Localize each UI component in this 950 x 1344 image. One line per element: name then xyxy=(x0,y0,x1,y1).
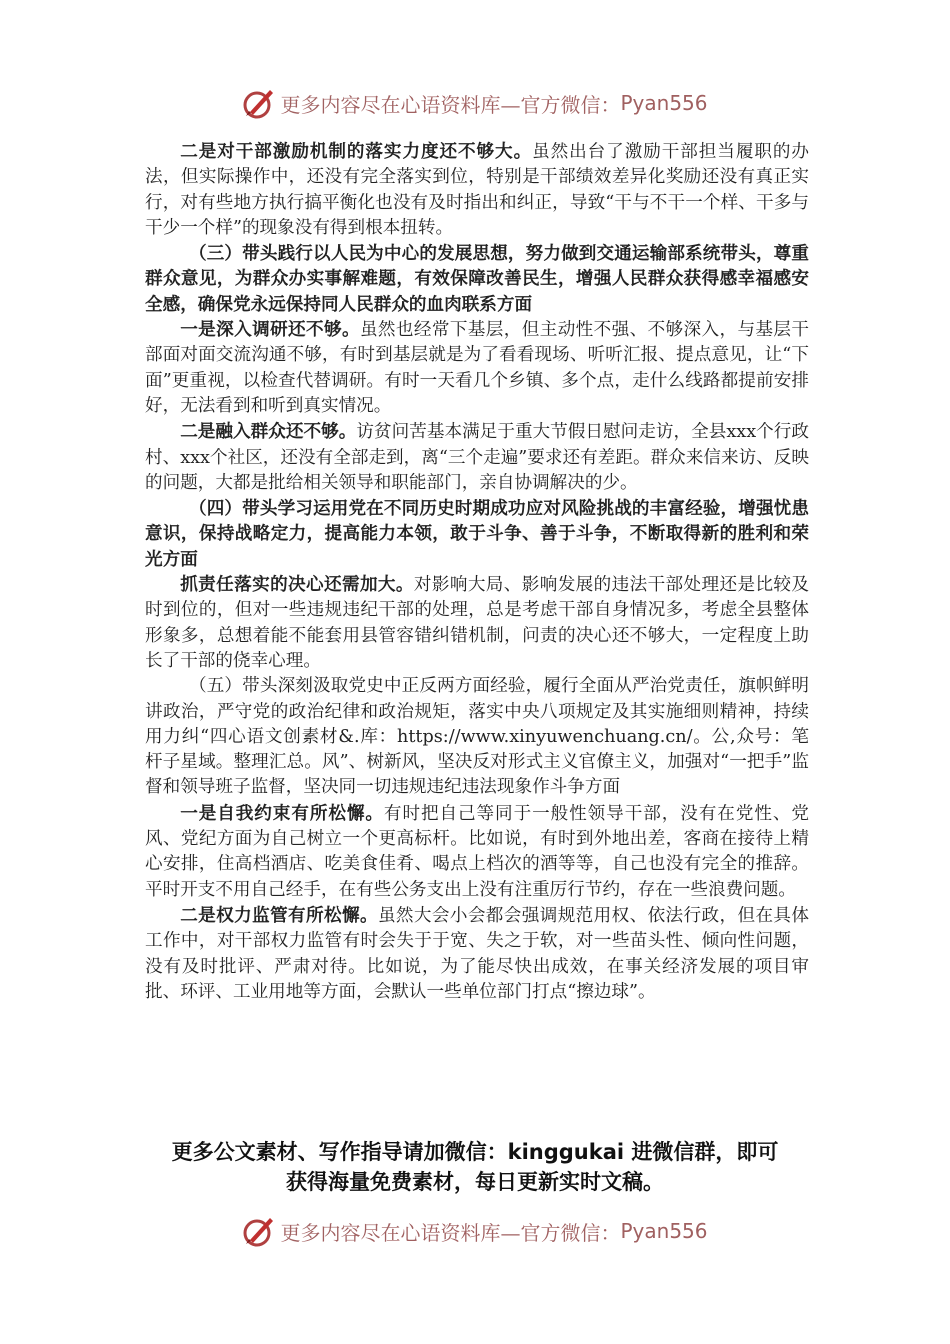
paragraph: 二是融入群众还不够。访贫问苦基本满足于重大节假日慰问走访，全县xxx个行政村、xxx个社区，还没有全部走到，离“三个走遍”要求还有差距。群众来信来访、反映的问题，大都是批给相关领导和职能部门，亲自协调解决的少。 xyxy=(145,421,809,493)
promo-line: 更多公文素材、写作指导请加微信：kinggukai 进微信群，即可 xyxy=(171,1140,779,1164)
paragraph: 一是深入调研还不够。虽然也经常下基层，但主动性不强、不够深入，与基层干部面对面交流沟通不够，有时到基层就是为了看看现场、听听汇报、提点意见，让“下面”更重视，以检查代替调研。有时一天看几个乡镇、多个点，走什么线路都提前安排好，无法看到和听到真实情况。 xyxy=(145,319,809,416)
paragraph: 一是自我约束有所松懈。有时把自己等同于一般性领导干部，没有在党性、党风、党纪方面为自己树立一个更高标杆。比如说，有时到外地出差，客商在接待上精心安排，住高档酒店、吃美食佳肴、喝点上档次的酒等等，自己也没有完全的推辞。平时开支不用自己经手，在有些公务支出上没有注重厉行节约，存在一些浪费问题。 xyxy=(145,802,809,900)
paragraph: 二是权力监管有所松懈。虽然大会小会都会强调规范用权、依法行政，但在具体工作中，对干部权力监管有时会失于于宽、失之于软，对一些苗头性、倾向性问题，没有及时批评、严肃对待。比如说，为了能尽快出成效，在事关经济发展的项目审批、环评、工业用地等方面，会默认一些单位部门打点“擦边球”。 xyxy=(145,904,809,1002)
promo-line: 获得海量免费素材，每日更新实时文稿。 xyxy=(286,1170,664,1194)
pen-logo-icon xyxy=(242,86,276,120)
paragraph: 抓责任落实的决心还需加大。对影响大局、影响发展的违法干部处理还是比较及时到位的，但对一些违规违纪干部的处理，总是考虑干部自身情况多，考虑全县整体形象多，总想着能不能套用县管容错纠错机制，问责的决心还不够大，一定程度上助长了干部的侥幸心理。 xyxy=(145,574,809,671)
watermark-id: Pyan556 xyxy=(620,1219,708,1243)
watermark-header xyxy=(0,83,950,123)
section-heading: （三）带头践行以人民为中心的发展思想，努力做到交通运输部系统带头，尊重群众意见，为群众办实事解难题，有效保障改善民生，增强人民群众获得感幸福感安全感，确保党永远保持同人民群众的血肉联系方面 xyxy=(145,243,809,315)
document-body xyxy=(145,139,809,1005)
watermark-text: 更多内容尽在心语资料库—官方微信： xyxy=(280,1220,621,1245)
promo-footer xyxy=(140,1137,810,1197)
pen-logo-icon xyxy=(242,1214,276,1248)
watermark-footer xyxy=(0,1211,950,1251)
watermark-id: Pyan556 xyxy=(620,91,708,115)
section-heading: （四）带头学习运用党在不同历史时期成功应对风险挑战的丰富经验，增强忧患意识，保持战略定力，提高能力本领，敢于斗争、善于斗争，不断取得新的胜利和荣光方面 xyxy=(145,498,809,570)
section-heading: （五）带头深刻汲取党史中正反两方面经验，履行全面从严治党责任，旗帜鲜明讲政治，严守党的政治纪律和政治规矩，落实中央八项规定及其实施细则精神，持续用力纠“四心语文创素材&.库：https://www.xinyuwenchuang.cn/。公,众号：笔杆子星域。整理汇总。风”、树新风，坚决反对形式主义官僚主义，加强对“一把手”监督和领导班子监督，坚决同一切违规违纪违法现象作斗争方面 xyxy=(145,676,809,798)
watermark-text: 更多内容尽在心语资料库—官方微信： xyxy=(280,92,621,117)
paragraph: 二是对干部激励机制的落实力度还不够大。虽然出台了激励干部担当履职的办法，但实际操作中，还没有完全落实到位，特别是干部绩效差异化奖励还没有真正实行，对有些地方执行搞平衡化也没有及时指出和纠正，导致“干与不干一个样、干多与干少一个样”的现象没有得到根本扭转。 xyxy=(145,141,809,238)
